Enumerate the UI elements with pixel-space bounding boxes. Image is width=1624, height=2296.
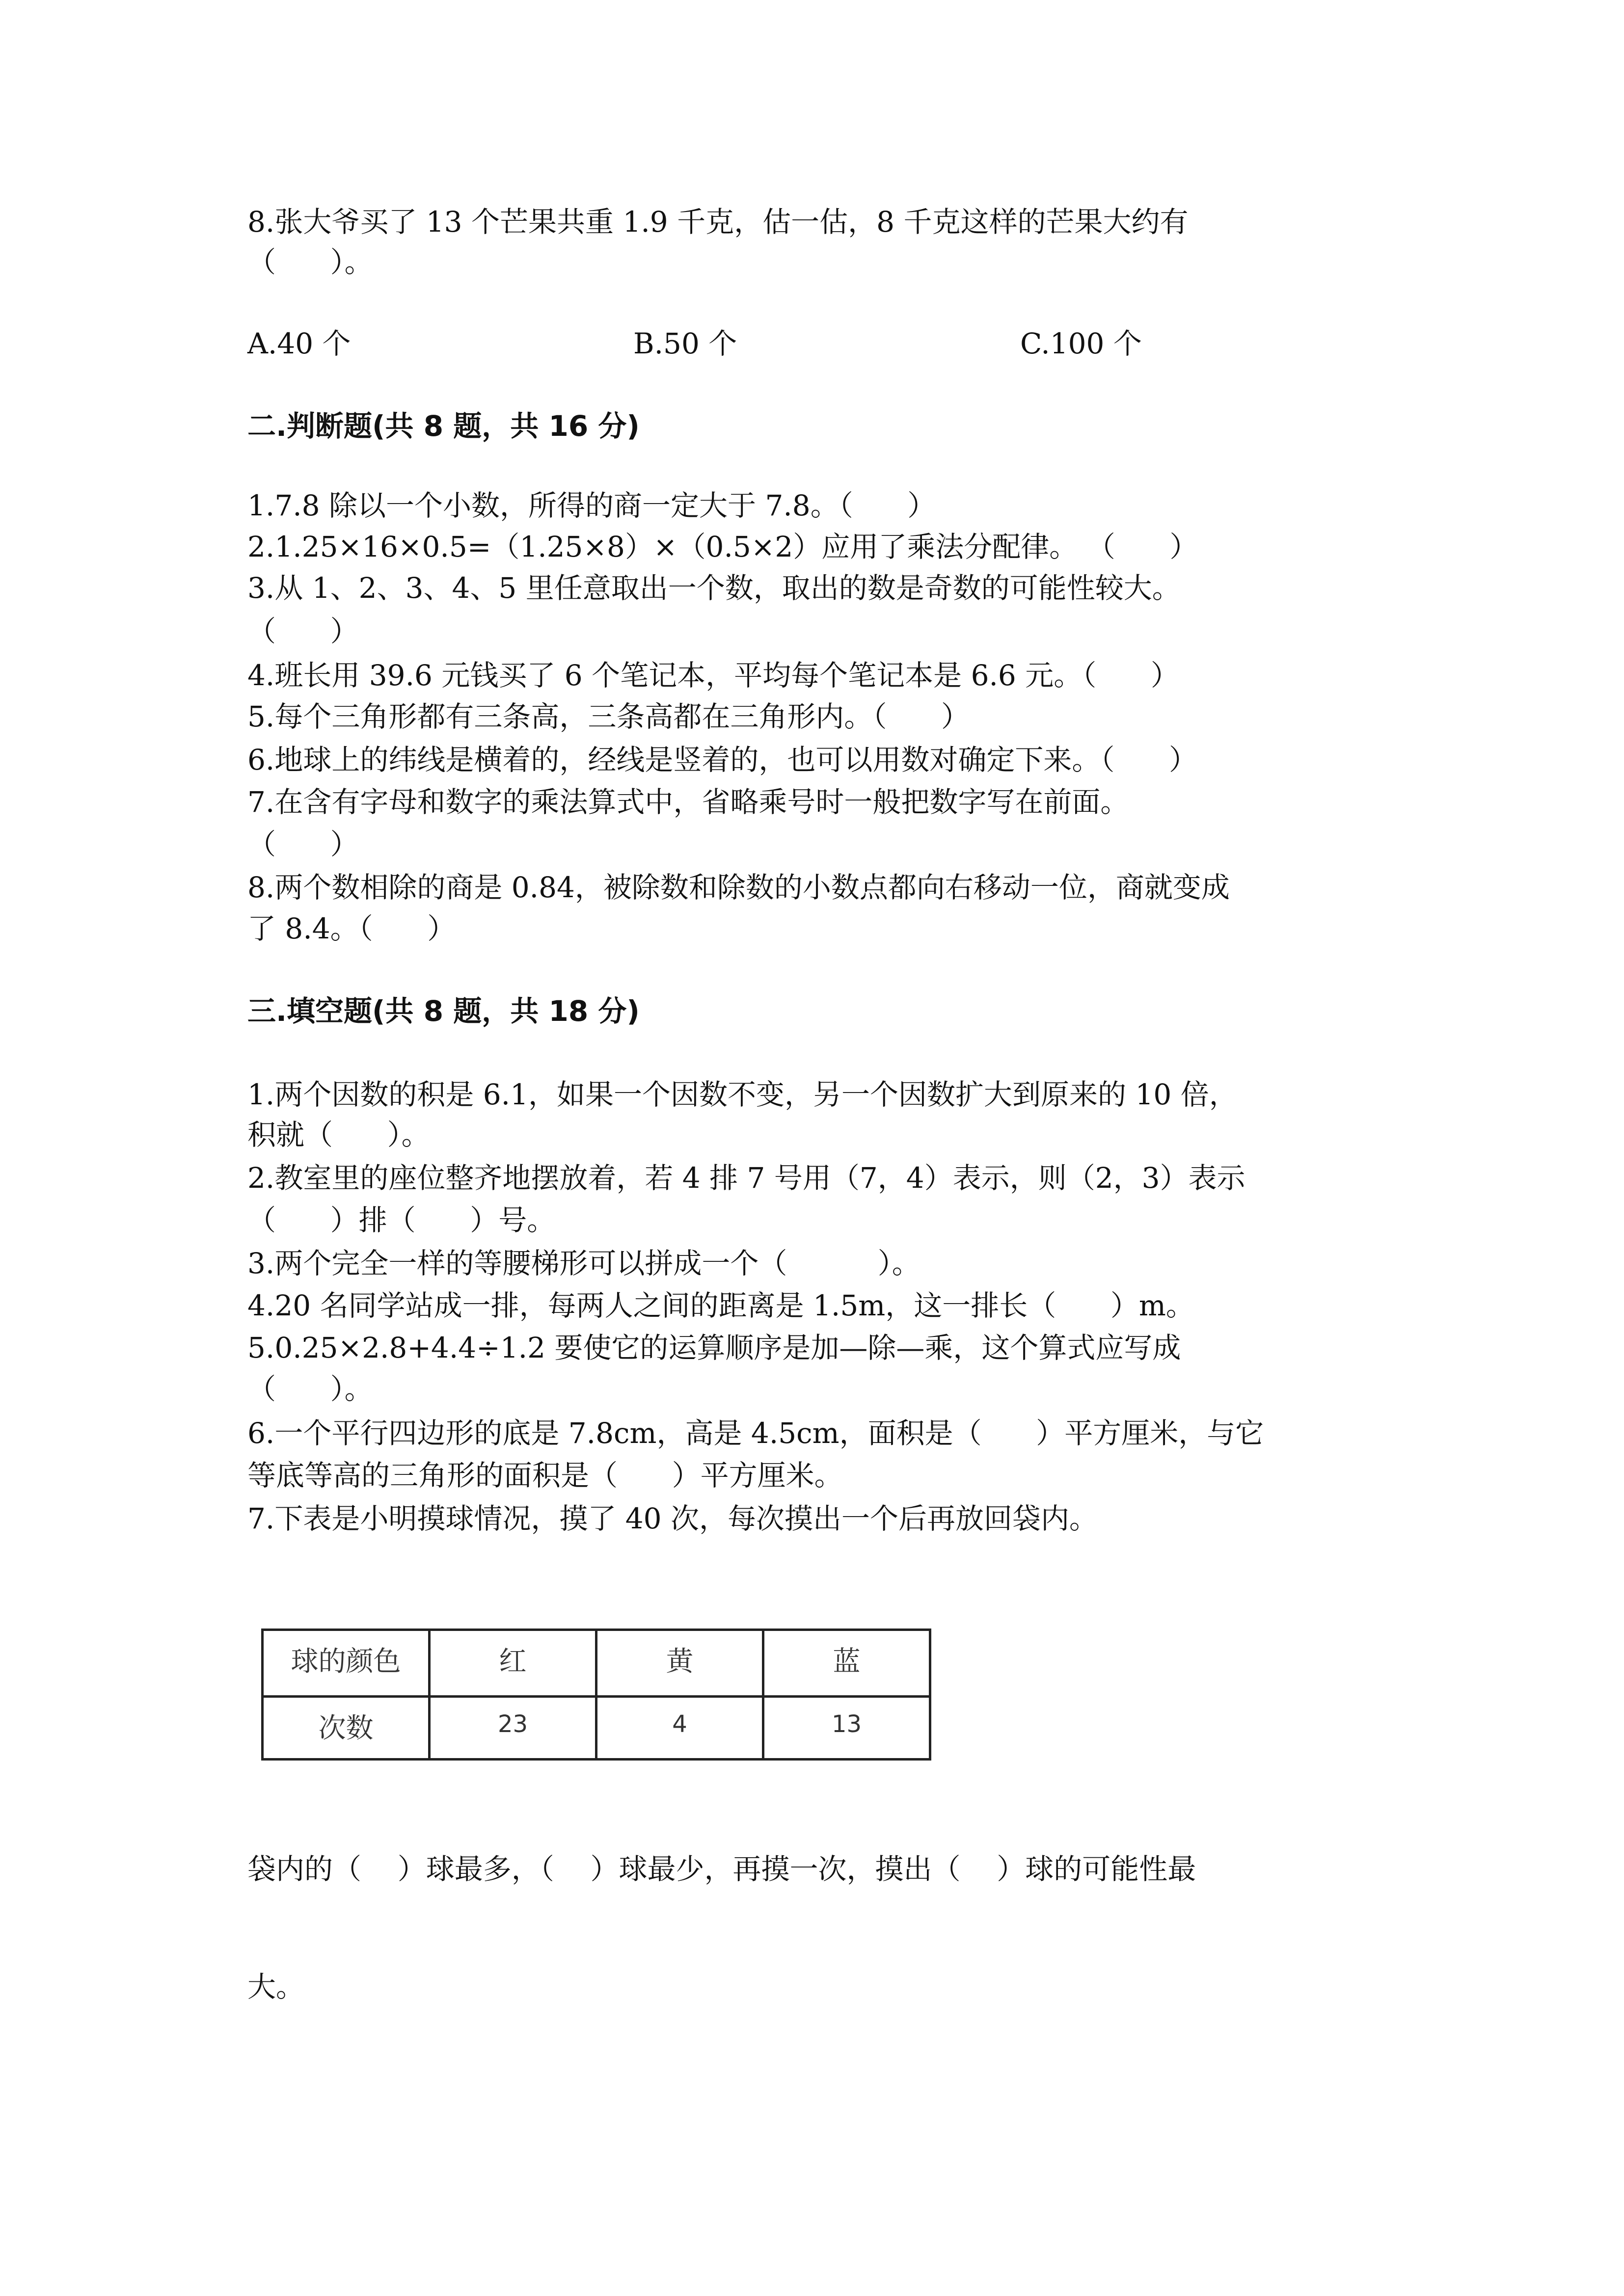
- table-cell: 黄: [596, 1630, 763, 1697]
- table-cell: 13: [763, 1697, 930, 1760]
- judgement-q6: 6.地球上的纬线是横着的，经线是竖着的，也可以用数对确定下来。（ ）: [247, 743, 1197, 776]
- section-heading-fill: 三.填空题(共 8 题，共 18 分): [247, 994, 640, 1028]
- fill-q3: 3.两个完全一样的等腰梯形可以拼成一个（ ）。: [247, 1247, 920, 1280]
- fill-q5: 5.0.25×2.8+4.4÷1.2 要使它的运算顺序是加—除—乘，这个算式应写成: [247, 1331, 1181, 1364]
- ball-tally-table: [261, 1629, 931, 1761]
- fill-q1: 1.两个因数的积是 6.1，如果一个因数不变，另一个因数扩大到原来的 10 倍，: [247, 1078, 1238, 1111]
- option-b[interactable]: B.50 个: [633, 327, 737, 360]
- answer-blank: （ ）。: [247, 245, 373, 279]
- option-c[interactable]: C.100 个: [1020, 327, 1142, 360]
- judgement-q2: 2.1.25×16×0.5=（1.25×8）×（0.5×2）应用了乘法分配律。 （ ）: [247, 530, 1198, 563]
- table-cell: 球的颜色: [263, 1630, 430, 1697]
- table-cell: 红: [430, 1630, 596, 1697]
- judgement-q5: 5.每个三角形都有三条高，三条高都在三角形内。（ ）: [247, 700, 970, 733]
- fill-q4: 4.20 名同学站成一排，每两人之间的距离是 1.5m，这一排长（ ）m。: [247, 1289, 1194, 1322]
- fill-q6-cont: 等底等高的三角形的面积是（ ）平方厘米。: [247, 1459, 843, 1492]
- table-row: [263, 1697, 930, 1760]
- judgement-q7-blank: （ ）: [247, 828, 359, 861]
- question-text: 8.张大爷买了 13 个芒果共重 1.9 千克，估一估，8 千克这样的芒果大约有: [247, 205, 1189, 239]
- fill-q2: 2.教室里的座位整齐地摆放着，若 4 排 7 号用（7，4）表示，则（2，3）表示: [247, 1161, 1245, 1195]
- table-cell: 次数: [263, 1697, 430, 1760]
- fill-q1-cont: 积就（ ）。: [247, 1118, 430, 1151]
- judgement-q3: 3.从 1、2、3、4、5 里任意取出一个数，取出的数是奇数的可能性较大。: [247, 571, 1181, 605]
- option-a[interactable]: A.40 个: [247, 327, 351, 360]
- judgement-q3-blank: （ ）: [247, 614, 359, 648]
- fill-q7-question-cont: 大。: [247, 1970, 305, 2003]
- judgement-q4: 4.班长用 39.6 元钱买了 6 个笔记本，平均每个笔记本是 6.6 元。（ ）: [247, 659, 1179, 692]
- table-cell: 蓝: [763, 1630, 930, 1697]
- judgement-q8: 8.两个数相除的商是 0.84，被除数和除数的小数点都向右移动一位，商就变成: [247, 871, 1230, 904]
- fill-q6: 6.一个平行四边形的底是 7.8cm，高是 4.5cm，面积是（ ）平方厘米，与它: [247, 1416, 1264, 1450]
- fill-q7-question: 袋内的（ ）球最多，（ ）球最少，再摸一次，摸出（ ）球的可能性最: [247, 1852, 1196, 1886]
- judgement-q1: 1.7.8 除以一个小数，所得的商一定大于 7.8。（ ）: [247, 489, 936, 522]
- section-heading-judgement: 二.判断题(共 8 题，共 16 分): [247, 409, 640, 443]
- judgement-q7: 7.在含有字母和数字的乘法算式中，省略乘号时一般把数字写在前面。: [247, 785, 1129, 819]
- judgement-q8-cont: 了 8.4。（ ）: [247, 912, 456, 945]
- fill-q7: 7.下表是小明摸球情况，摸了 40 次，每次摸出一个后再放回袋内。: [247, 1502, 1098, 1535]
- table-header-row: [263, 1630, 930, 1697]
- table-cell: 23: [430, 1697, 596, 1760]
- table-cell: 4: [596, 1697, 763, 1760]
- fill-q2-cont: （ ）排（ ）号。: [247, 1203, 556, 1237]
- fill-q5-cont: （ ）。: [247, 1372, 373, 1406]
